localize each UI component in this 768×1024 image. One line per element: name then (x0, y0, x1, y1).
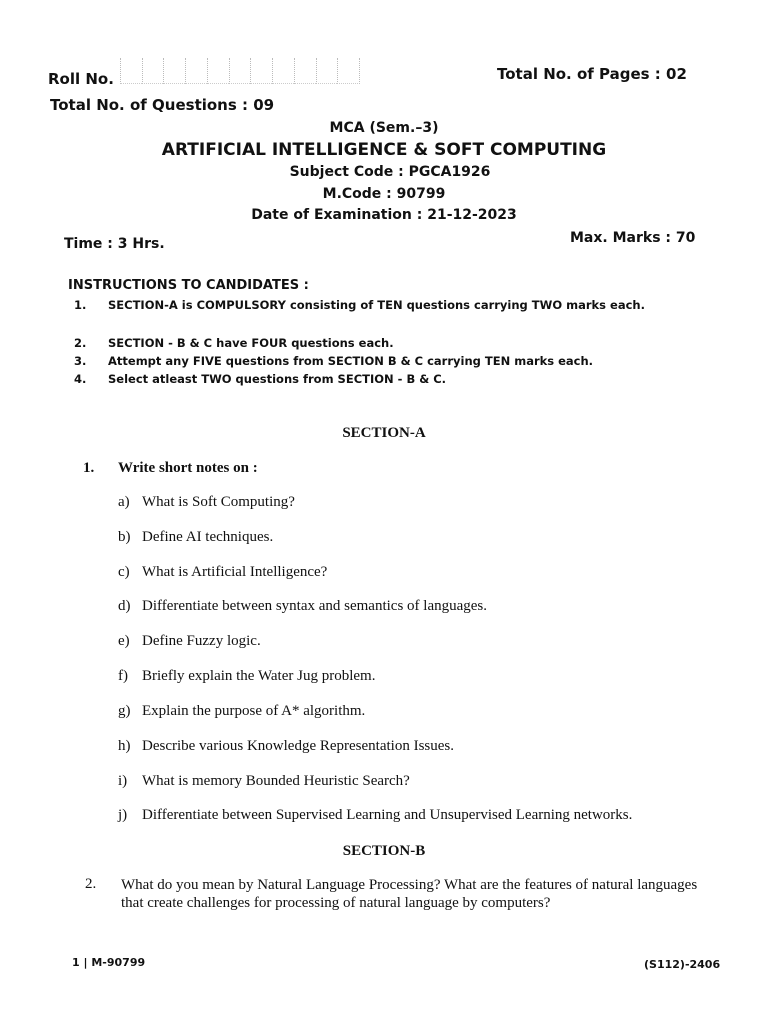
sub-question-text: Differentiate between Supervised Learning and Unsupervised Learning networks. (142, 807, 633, 823)
sub-question-label: h) (118, 738, 131, 754)
sub-question-text: Briefly explain the Water Jug problem. (142, 668, 376, 684)
exam-time: Time : 3 Hrs. (64, 236, 165, 252)
roll-digit-box (163, 58, 185, 84)
roll-digit-box (337, 58, 360, 84)
roll-digit-box (185, 58, 207, 84)
roll-digit-box (120, 58, 142, 84)
sub-question-label: b) (118, 529, 131, 545)
sub-question-label: j) (118, 807, 128, 823)
section-a-heading: SECTION-A (342, 425, 426, 441)
instruction-number: 3. (74, 354, 87, 368)
footer-page-code: 1 | M-90799 (72, 956, 146, 969)
instruction-text: Select atleast TWO questions from SECTION - B & C. (108, 372, 447, 386)
course-name: MCA (Sem.–3) (329, 120, 439, 136)
sub-question-text: Explain the purpose of A* algorithm. (142, 703, 366, 719)
sub-question-text: Define AI techniques. (142, 529, 274, 545)
page-number: 1 (72, 956, 80, 969)
roll-number-label: Roll No. (48, 70, 114, 88)
sub-question-text: Define Fuzzy logic. (142, 633, 261, 649)
instructions-title: INSTRUCTIONS TO CANDIDATES : (68, 278, 309, 293)
sub-question-label: e) (118, 633, 130, 649)
roll-digit-box (207, 58, 229, 84)
roll-digit-box (142, 58, 164, 84)
sub-question (118, 668, 375, 685)
question-number: 1. (83, 460, 95, 476)
instruction-item (74, 335, 724, 352)
sub-question (118, 598, 487, 615)
sub-question-text: Describe various Knowledge Representation Issues. (142, 738, 454, 754)
sub-question-label: d) (118, 598, 131, 614)
roll-number-boxes (120, 58, 360, 84)
sub-question (118, 494, 295, 511)
question-text: What do you mean by Natural Language Processing? What are the features of natural languages that create challenges for processing of natural language by computers? (121, 877, 698, 911)
sub-question-label: i) (118, 773, 128, 789)
question-number: 2. (85, 876, 97, 892)
instruction-item (74, 371, 724, 388)
sub-question (118, 773, 410, 790)
sub-question-label: a) (118, 494, 130, 510)
instruction-number: 1. (74, 298, 87, 312)
footer-code: M-90799 (91, 956, 146, 969)
sub-question (118, 738, 454, 755)
sub-question-label: f) (118, 668, 128, 684)
instruction-number: 2. (74, 336, 87, 350)
sub-question-label: g) (118, 703, 131, 719)
sub-question-text: What is Soft Computing? (142, 494, 295, 510)
roll-digit-box (294, 58, 316, 84)
total-questions: Total No. of Questions : 09 (50, 96, 275, 114)
sub-question (118, 703, 365, 720)
sub-question (118, 633, 261, 650)
sub-question (118, 807, 632, 824)
sub-question-text: Differentiate between syntax and semantics of languages. (142, 598, 488, 614)
paper-title: ARTIFICIAL INTELLIGENCE & SOFT COMPUTING (161, 140, 607, 160)
subject-code: Subject Code : PGCA1926 (289, 164, 491, 180)
sub-question-label: c) (118, 564, 130, 580)
instruction-text: SECTION-A is COMPULSORY consisting of TEN questions carrying TWO marks each. (108, 298, 645, 312)
instruction-item (74, 353, 724, 370)
max-marks: Max. Marks : 70 (570, 230, 696, 246)
m-code: M.Code : 90799 (322, 186, 446, 202)
sub-question (118, 564, 327, 581)
roll-digit-box (250, 58, 272, 84)
roll-digit-box (272, 58, 294, 84)
question-text: Write short notes on : (118, 460, 258, 476)
sub-question (118, 529, 273, 546)
sub-question-text: What is memory Bounded Heuristic Search? (142, 773, 410, 789)
section-b-heading: SECTION-B (342, 843, 426, 859)
sub-question-text: What is Artificial Intelligence? (142, 564, 328, 580)
instruction-item (74, 297, 724, 314)
instruction-text: Attempt any FIVE questions from SECTION B & C carrying TEN marks each. (108, 354, 594, 368)
instruction-number: 4. (74, 372, 87, 386)
instruction-text: SECTION - B & C have FOUR questions each. (108, 336, 394, 350)
roll-digit-box (316, 58, 338, 84)
footer-ref: (S112)-2406 (644, 958, 721, 971)
roll-digit-box (229, 58, 251, 84)
exam-date: Date of Examination : 21-12-2023 (251, 207, 517, 223)
total-pages: Total No. of Pages : 02 (497, 65, 687, 83)
